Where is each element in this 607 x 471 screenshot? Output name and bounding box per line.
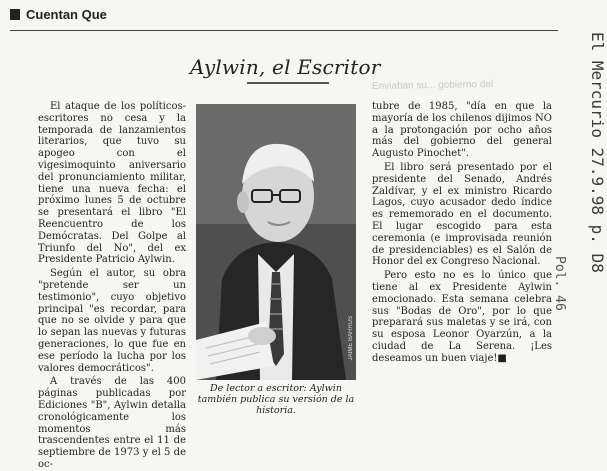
article-column-1 [38,101,186,471]
bleed-through-text: Enviaban su... gobierno del [371,78,494,93]
man-reading-photo-icon [196,104,356,380]
paragraph: El libro será presentado por el presidente del Senado, Andrés Zaldívar, y el ex ministro Ricardo Lagos, cuyo acusador dedo índice es rememorado en el documento. El lugar escogido para esta ceremonia (e improvisada reunión de presidenciables) es el Salón de Honor del ex Congreso Nacional. [372,161,552,268]
paragraph: tubre de 1985, "día en que la mayoría de los chilenos dijimos NO a la protongación por ocho años más del gobierno del general Augusto Pinochet". [372,101,552,160]
paragraph: Pero esto no es lo único que tiene al ex Presidente Aylwin emocionado. Esta semana celebra sus "Bodas de Oro", por lo que preparará sus maletas y se irá, con su esposa Leonor Oyarzún, a la ciudad de La Serena. ¡Les deseamos un buen viaje!■ [372,270,552,364]
title-underline [247,82,329,84]
handwritten-side-note: Pol. 46 [552,256,567,311]
section-header [10,7,107,22]
photo-credit: JAIME BARRUS [348,316,354,361]
handwritten-source-note: El Mercurio 27.9.98 p. D8 [588,32,607,273]
article-photo [196,104,356,380]
paragraph: Según el autor, su obra "pretende ser un testimonio", cuyo objetivo principal "es recordar, para que no se olvide y para que lo sepan las nuevas y futuras generaciones, lo que fue en ese período la lucha por los valores democráticos". [38,268,186,374]
photo-caption: De lector a escritor: Aylwin también publica su versión de la historia. [197,383,355,416]
paragraph: A través de las 400 páginas publicadas por Ediciones "B", Aylwin detalla cronológicamente los momentos más trascendentes entre el 11 de septiembre de 1973 y el 5 de oc- [38,376,186,470]
article-title: Aylwin, el Escritor [190,55,381,79]
section-label: Cuentan Que [26,7,107,22]
section-bullet-icon [10,9,20,20]
paragraph: El ataque de los políticos-escritores no cesa y la temporada de lanzamientos literarios, que tuvo su apogeo con el vigesimoquinto aniversario del pronunciamiento militar, tiene una nueva fecha: el próximo lunes 5 de octubre se presentará el libro "El Reencuentro de los Demócratas. Del Golpe al Triunfo del No", del ex Presidente Patricio Aylwin. [38,101,186,266]
article-column-2 [372,101,552,365]
